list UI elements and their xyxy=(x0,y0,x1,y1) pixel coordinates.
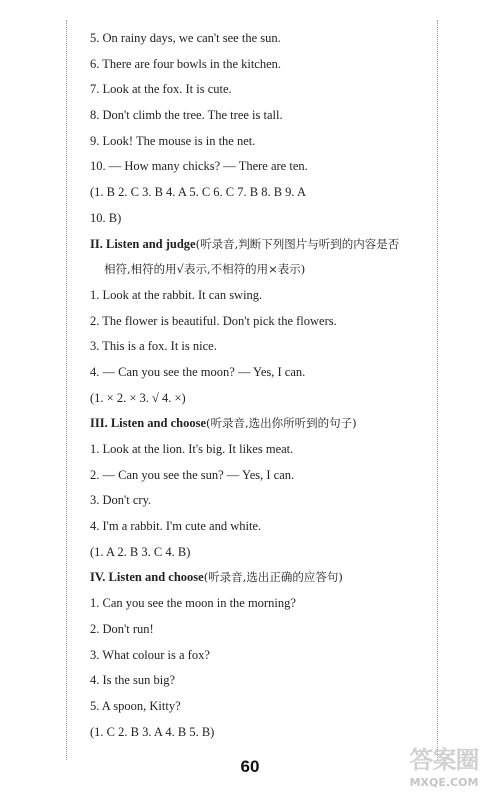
text-line: 3. What colour is a fox? xyxy=(90,647,210,662)
answer-line: (1. A 2. B 3. C 4. B) xyxy=(90,544,191,559)
text-line: 4. I'm a rabbit. I'm cute and white. xyxy=(90,519,262,534)
text-line: 2. The flower is beautiful. Don't pick the flowers. xyxy=(90,313,337,328)
text-line: 1. Look at the rabbit. It can swing. xyxy=(90,287,263,302)
section-title: III. Listen and choose xyxy=(90,416,206,431)
text-line: 8. Don't climb the tree. The tree is tall. xyxy=(90,108,283,123)
text-line: 3. Don't cry. xyxy=(90,493,152,508)
answer-line: (1. B 2. C 3. B 4. A 5. C 6. C 7. B 8. B 9. A xyxy=(90,185,307,200)
answer-line: (1. × 2. × 3. √ 4. ×) xyxy=(90,390,186,405)
text-line: 6. There are four bowls in the kitchen. xyxy=(90,56,282,71)
section-title: II. Listen and judge xyxy=(90,236,196,251)
page-border-left xyxy=(66,20,67,760)
section-instruction: (听录音,判断下列图片与听到的内容是否 xyxy=(195,236,400,251)
text-line: 9. Look! The mouse is in the net. xyxy=(90,133,256,148)
text-line: 5. On rainy days, we can't see the sun. xyxy=(90,31,281,45)
section-title: IV. Listen and choose xyxy=(90,570,204,585)
watermark-url: MXQE.COM xyxy=(409,776,479,789)
text-line: 5. A spoon, Kitty? xyxy=(90,698,181,713)
text-line: 4. — Can you see the moon? — Yes, I can. xyxy=(90,364,306,379)
text-line: 1. Can you see the moon in the morning? xyxy=(90,596,296,611)
answer-line: (1. C 2. B 3. A 4. B 5. B) xyxy=(90,724,215,739)
text-line: 7. Look at the fox. It is cute. xyxy=(90,82,232,97)
answer-line: 10. B) xyxy=(90,210,122,225)
page-number: 60 xyxy=(240,757,260,776)
section-instruction: (听录音,选出正确的应答句) xyxy=(203,570,343,585)
text-line: 1. Look at the lion. It's big. It likes meat. xyxy=(90,442,294,456)
page-content xyxy=(90,26,435,745)
watermark-logo xyxy=(398,742,490,794)
page-border-right xyxy=(437,20,438,760)
section-instruction-cont: 相符,相符的用√表示,不相符的用×表示) xyxy=(104,262,306,277)
section-instruction: (听录音,选出你所听到的句子) xyxy=(206,416,357,431)
text-line: 2. — Can you see the sun? — Yes, I can. xyxy=(90,467,295,482)
section-heading xyxy=(90,411,435,437)
text-line: 10. — How many chicks? — There are ten. xyxy=(90,159,308,174)
text-line: 4. Is the sun big? xyxy=(90,673,176,688)
text-line: 3. This is a fox. It is nice. xyxy=(90,339,217,354)
text-line: 2. Don't run! xyxy=(90,621,154,636)
section-heading xyxy=(90,565,435,591)
watermark-logo-text: 答案圈 xyxy=(409,746,479,774)
section-heading xyxy=(90,232,435,258)
